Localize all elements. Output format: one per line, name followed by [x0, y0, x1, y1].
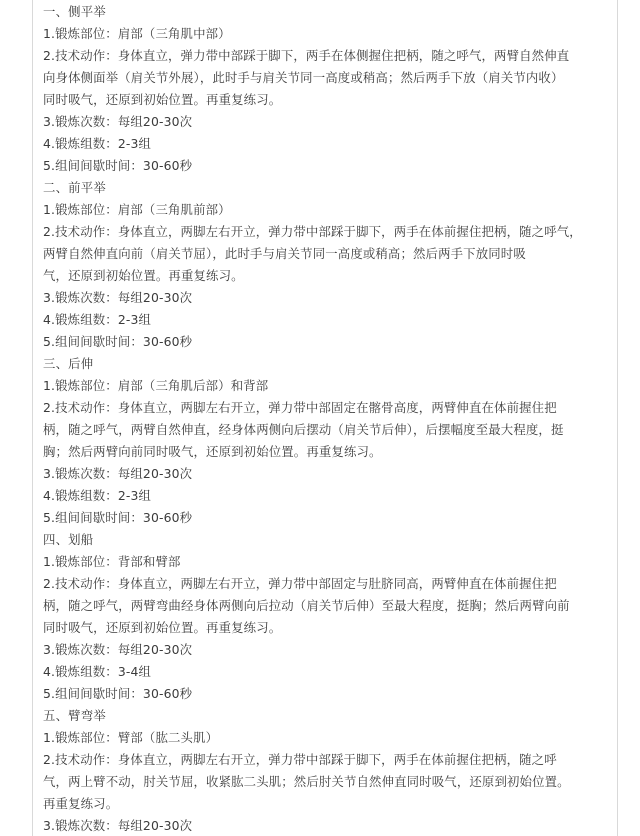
text-line: 5.组间间歇时间：30-60秒	[43, 158, 193, 173]
text-line: 4.锻炼组数：2-3组	[43, 488, 152, 503]
section-heading: 四、划船	[43, 532, 94, 547]
text-line: 1.锻炼部位：肩部（三角肌中部）	[43, 26, 231, 41]
text-line: 向身体侧面举（肩关节外展），此时手与肩关节同一高度或稍高；然后两手下放（肩关节内收）	[43, 70, 564, 85]
text-line: 1.锻炼部位：臂部（肱二头肌）	[43, 730, 219, 745]
section-heading: 三、后伸	[43, 356, 94, 371]
text-line: 5.组间间歇时间：30-60秒	[43, 686, 193, 701]
text-line: 4.锻炼组数：2-3组	[43, 136, 152, 151]
text-line: 2.技术动作：身体直立，两脚左右开立，弹力带中部踩于脚下，两手在体前握住把柄，随之呼	[43, 752, 557, 767]
text-line: 1.锻炼部位：肩部（三角肌后部）和背部	[43, 378, 269, 393]
text-line: 4.锻炼组数：2-3组	[43, 312, 152, 327]
text-line: 胸；然后两臂向前同时吸气，还原到初始位置。再重复练习。	[43, 444, 382, 459]
text-line: 同时吸气，还原到初始位置。再重复练习。	[43, 620, 282, 635]
text-line: 3.锻炼次数：每组20-30次	[43, 642, 193, 657]
section-heading: 二、前平举	[43, 180, 106, 195]
text-line: 2.技术动作：身体直立，两脚左右开立，弹力带中部固定与肚脐同高，两臂伸直在体前握住把	[43, 576, 557, 591]
text-line: 1.锻炼部位：肩部（三角肌前部）	[43, 202, 231, 217]
text-line: 3.锻炼次数：每组20-30次	[43, 466, 193, 481]
text-line: 气，还原到初始位置。再重复练习。	[43, 268, 244, 283]
text-line: 4.锻炼组数：3-4组	[43, 664, 152, 679]
text-line: 气，两上臂不动，肘关节屈，收紧肱二头肌；然后肘关节自然伸直同时吸气，还原到初始位置。	[43, 774, 570, 789]
text-line: 5.组间间歇时间：30-60秒	[43, 510, 193, 525]
text-line: 两臂自然伸直向前（肩关节屈），此时手与肩关节同一高度或稍高；然后两手下放同时吸	[43, 246, 526, 261]
section-heading: 一、侧平举	[43, 4, 106, 19]
article-content	[43, 1, 611, 836]
article-frame	[32, 0, 618, 836]
text-line: 3.锻炼次数：每组20-30次	[43, 114, 193, 129]
text-line: 2.技术动作：身体直立，两脚左右开立，弹力带中部固定在髂骨高度，两臂伸直在体前握住把	[43, 400, 557, 415]
text-line: 3.锻炼次数：每组20-30次	[43, 290, 193, 305]
text-line: 再重复练习。	[43, 796, 119, 811]
text-line: 柄，随之呼气，两臂自然伸直，经身体两侧向后摆动（肩关节后伸），后摆幅度至最大程度，挺	[43, 422, 564, 437]
text-line: 2.技术动作：身体直立，弹力带中部踩于脚下，两手在体侧握住把柄，随之呼气，两臂自然伸直	[43, 48, 570, 63]
text-line: 同时吸气，还原到初始位置。再重复练习。	[43, 92, 282, 107]
text-line: 2.技术动作：身体直立，两脚左右开立，弹力带中部踩于脚下，两手在体前握住把柄，随之呼气，	[43, 224, 582, 239]
text-line: 5.组间间歇时间：30-60秒	[43, 334, 193, 349]
text-line: 柄，随之呼气，两臂弯曲经身体两侧向后拉动（肩关节后伸）至最大程度，挺胸；然后两臂向前	[43, 598, 570, 613]
text-line: 3.锻炼次数：每组20-30次	[43, 818, 193, 833]
text-line: 1.锻炼部位：背部和臂部	[43, 554, 181, 569]
section-heading: 五、臂弯举	[43, 708, 106, 723]
